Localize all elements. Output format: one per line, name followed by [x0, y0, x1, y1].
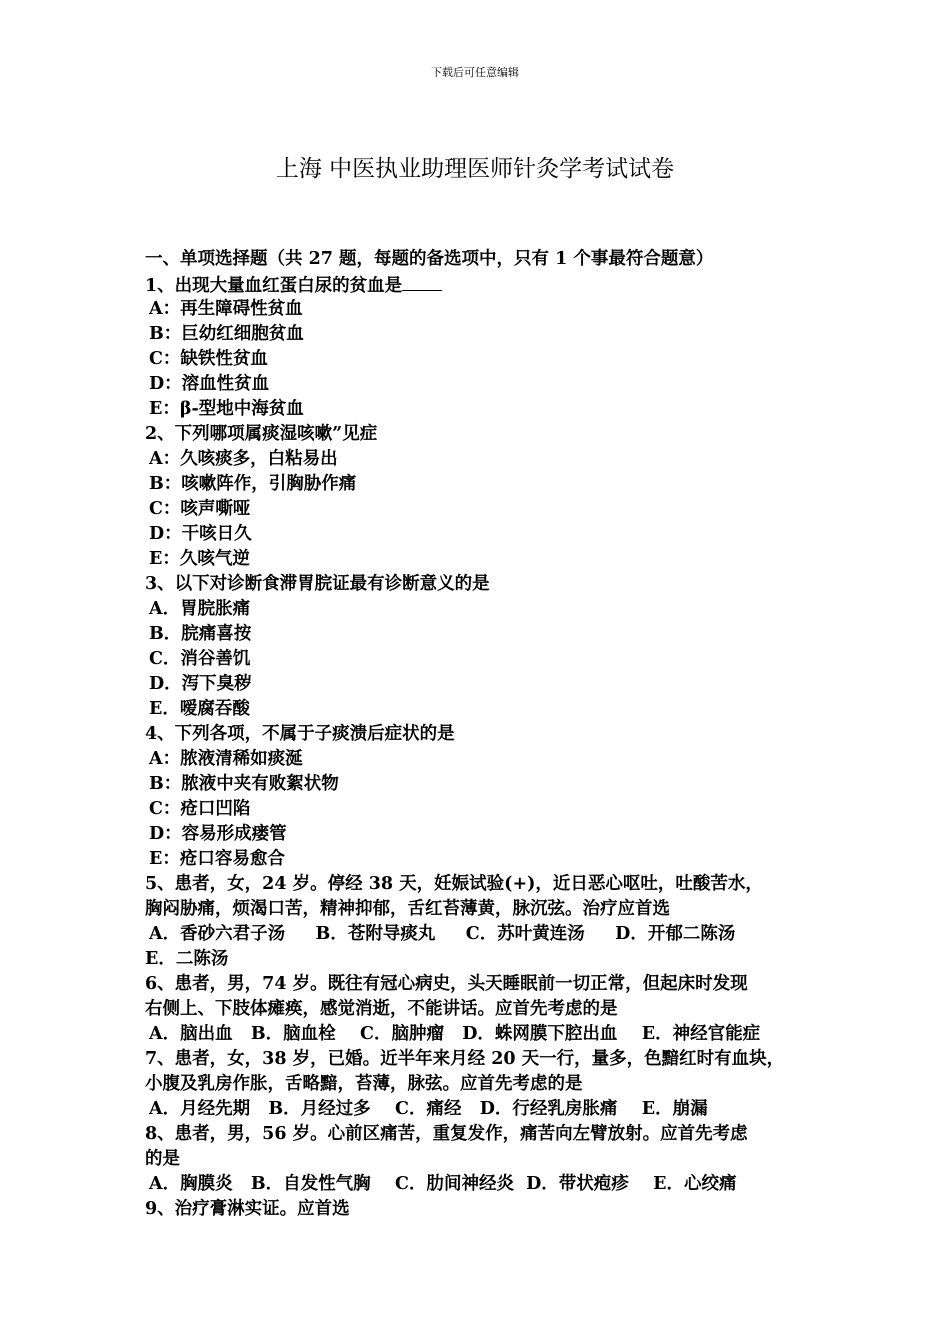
option-e: E．嗳腐吞酸 — [149, 699, 250, 719]
option-a: A：脓液清稀如痰涎 — [149, 749, 303, 769]
option-e: E．二陈汤 — [145, 949, 229, 969]
question-2: 2、下列哪项属痰湿咳嗽”见症 — [145, 424, 378, 444]
option-d: D：溶血性贫血 — [149, 374, 270, 394]
option-c: C．消谷善饥 — [149, 649, 251, 669]
option-d: D：容易形成瘘管 — [149, 824, 287, 844]
question-6-continued: 右侧上、下肢体瘫痪，感觉消逝，不能讲话。应首先考虑的是 — [145, 999, 618, 1019]
options-inline: A．香砂六君子汤 B．苍附导痰丸 C．苏叶黄连汤 D．开郁二陈汤 — [149, 924, 736, 944]
answer-blank — [402, 272, 442, 291]
section-heading: 一、单项选择题（共 27 题，每题的备选项中，只有 1 个事最符合题意） — [145, 249, 714, 269]
question-stem: 1、出现大量血红蛋白尿的贫血是 — [145, 276, 403, 296]
option-c: C：缺铁性贫血 — [149, 349, 268, 369]
option-e: E：β-型地中海贫血 — [149, 399, 304, 419]
document-title: 上海 中医执业助理医师针灸学考试试卷 — [275, 156, 675, 182]
option-d: D：干咳日久 — [149, 524, 252, 544]
page-header: 下载后可任意编辑 — [431, 66, 519, 79]
question-8-continued: 的是 — [145, 1149, 180, 1169]
question-6: 6、患者，男，74 岁。既往有冠心病史，头天睡眠前一切正常，但起床时发现 — [145, 974, 748, 994]
option-a: A：再生障碍性贫血 — [149, 299, 303, 319]
option-e: E：疮口容易愈合 — [149, 849, 285, 869]
option-b: B：脓液中夹有败絮状物 — [149, 774, 339, 794]
option-d: D．泻下臭秽 — [149, 674, 252, 694]
option-a: A．胃脘胀痛 — [149, 599, 251, 619]
question-7: 7、患者，女，38 岁，已婚。近半年来月经 20 天一行，量多，色黯红时有血块， — [145, 1049, 785, 1069]
option-b: B：咳嗽阵作，引胸胁作痛 — [149, 474, 357, 494]
exam-content — [145, 247, 835, 1222]
option-c: C：咳声嘶哑 — [149, 499, 251, 519]
options-inline: A．胸膜炎 B．自发性气胸 C．肋间神经炎 D．带状疱疹 E．心绞痛 — [149, 1174, 737, 1194]
option-b: B．脘痛喜按 — [149, 624, 252, 644]
option-e: E：久咳气逆 — [149, 549, 250, 569]
question-5-continued: 胸闷胁痛，烦渴口苦，精神抑郁，舌红苔薄黄，脉沉弦。治疗应首选 — [145, 899, 670, 919]
question-7-continued: 小腹及乳房作胀，舌略黯，苔薄，脉弦。应首先考虑的是 — [145, 1074, 583, 1094]
option-a: A：久咳痰多，白粘易出 — [149, 449, 338, 469]
options-inline: A．脑出血 B．脑血栓 C．脑肿瘤 D．蛛网膜下腔出血 E．神经官能症 — [149, 1024, 761, 1044]
question-4: 4、下列各项，不属于子痰溃后症状的是 — [145, 724, 455, 744]
option-b: B：巨幼红细胞贫血 — [149, 324, 304, 344]
options-inline: A．月经先期 B．月经过多 C．痛经 D．行经乳房胀痛 E．崩漏 — [149, 1099, 708, 1119]
question-1 — [145, 272, 835, 297]
option-c: C：疮口凹陷 — [149, 799, 251, 819]
question-8: 8、患者，男，56 岁。心前区痛苦，重复发作，痛苦向左臂放射。应首先考虑 — [145, 1124, 748, 1144]
question-5: 5、患者，女，24 岁。停经 38 天，妊娠试验(+)，近日恶心呕吐，吐酸苦水， — [145, 874, 763, 894]
question-9: 9、治疗膏淋实证。应首选 — [145, 1199, 350, 1219]
question-3: 3、以下对诊断食滞胃脘证最有诊断意义的是 — [145, 574, 490, 594]
